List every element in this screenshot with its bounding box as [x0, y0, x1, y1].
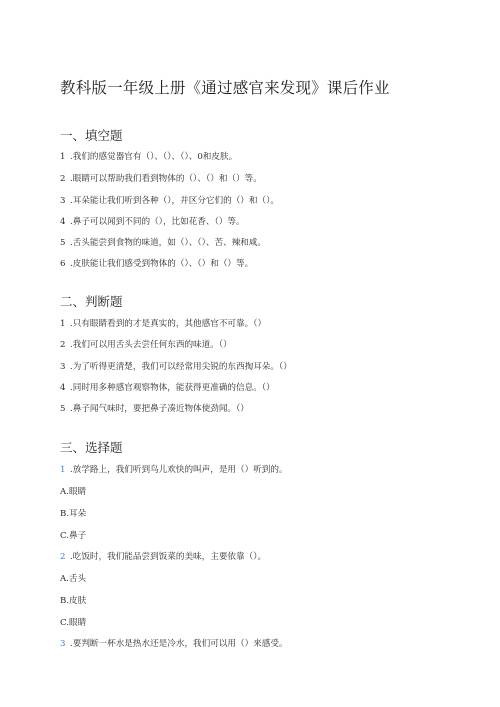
item-number: 1 [60, 319, 66, 329]
item-text: .皮肤能让我们感受到物体的（）、（）和（）等。 [70, 259, 254, 269]
item-text: .只有眼睛看到的才是真实的，其他感官不可靠。（） [70, 319, 267, 329]
item-text: .为了听得更清楚，我们可以经常用尖锐的东西掏耳朵。（） [70, 362, 292, 372]
judge-item [60, 318, 266, 330]
section-heading-choice: 三、选择题 [60, 440, 123, 455]
judge-item [60, 361, 292, 373]
item-number: 3 [60, 362, 66, 372]
item-number: 2 [60, 552, 66, 562]
fill-item [60, 258, 253, 270]
item-text: .舌头能尝到食物的味道，如（）、（）、苦、辣和咸。 [70, 238, 267, 248]
item-text: .眼睛可以帮助我们看到物体的（）、（）和（）等。 [70, 174, 262, 184]
item-number: 1 [60, 465, 66, 475]
item-number: 1 [60, 152, 66, 162]
choice-option: C.眼睛 [60, 618, 87, 628]
document-title: 教科版一年级上册《通过感官来发现》课后作业 [60, 79, 390, 97]
section-heading-judge: 二、判断题 [60, 294, 123, 309]
item-number: 4 [60, 217, 66, 227]
item-number: 3 [60, 639, 66, 649]
section-heading-fill: 一、填空题 [60, 128, 123, 143]
item-number: 2 [60, 174, 66, 184]
choice-option: C.鼻子 [60, 531, 87, 541]
item-text: .要判断一杯水是热水还是冷水，我们可以用（）来感受。 [70, 639, 288, 649]
item-number: 5 [60, 238, 66, 248]
judge-item [60, 403, 249, 415]
item-text: .同时用多种感官观察物体，能获得更准确的信息。（） [70, 383, 275, 393]
item-number: 4 [60, 383, 66, 393]
item-number: 6 [60, 259, 66, 269]
item-text: .放学路上，我们听到鸟儿欢快的叫声，是用（）听到的。 [70, 465, 288, 475]
fill-item [60, 195, 279, 207]
item-text: .耳朵能让我们听到各种（），并区分它们的（）和（）。 [70, 196, 279, 206]
fill-item [60, 151, 237, 163]
fill-item [60, 216, 245, 228]
choice-option: A.舌头 [60, 574, 87, 584]
item-number: 2 [60, 340, 66, 350]
item-text: .我们可以用舌头去尝任何东西的味道。（） [70, 340, 232, 350]
judge-item [60, 339, 232, 351]
choice-option: A.眼睛 [60, 487, 87, 497]
choice-question [60, 638, 288, 650]
judge-item [60, 382, 275, 394]
item-text: .吃饭时，我们能品尝到饭菜的美味，主要依靠（）。 [70, 552, 267, 562]
fill-item [60, 237, 266, 249]
item-number: 5 [60, 404, 66, 414]
fill-item [60, 173, 262, 185]
item-text: .鼻子可以闻到不同的（），比如花香、（）等。 [70, 217, 245, 227]
item-number: 3 [60, 196, 66, 206]
choice-option: B.皮肤 [60, 596, 87, 606]
choice-question [60, 551, 266, 563]
item-text: .我们的感觉器官有（）、（）、（）、0和皮肤。 [70, 152, 238, 162]
choice-question [60, 464, 288, 476]
item-text: .鼻子闻气味时，要把鼻子凑近物体使劲闻。（） [70, 404, 249, 414]
choice-option: B.耳朵 [60, 509, 87, 519]
